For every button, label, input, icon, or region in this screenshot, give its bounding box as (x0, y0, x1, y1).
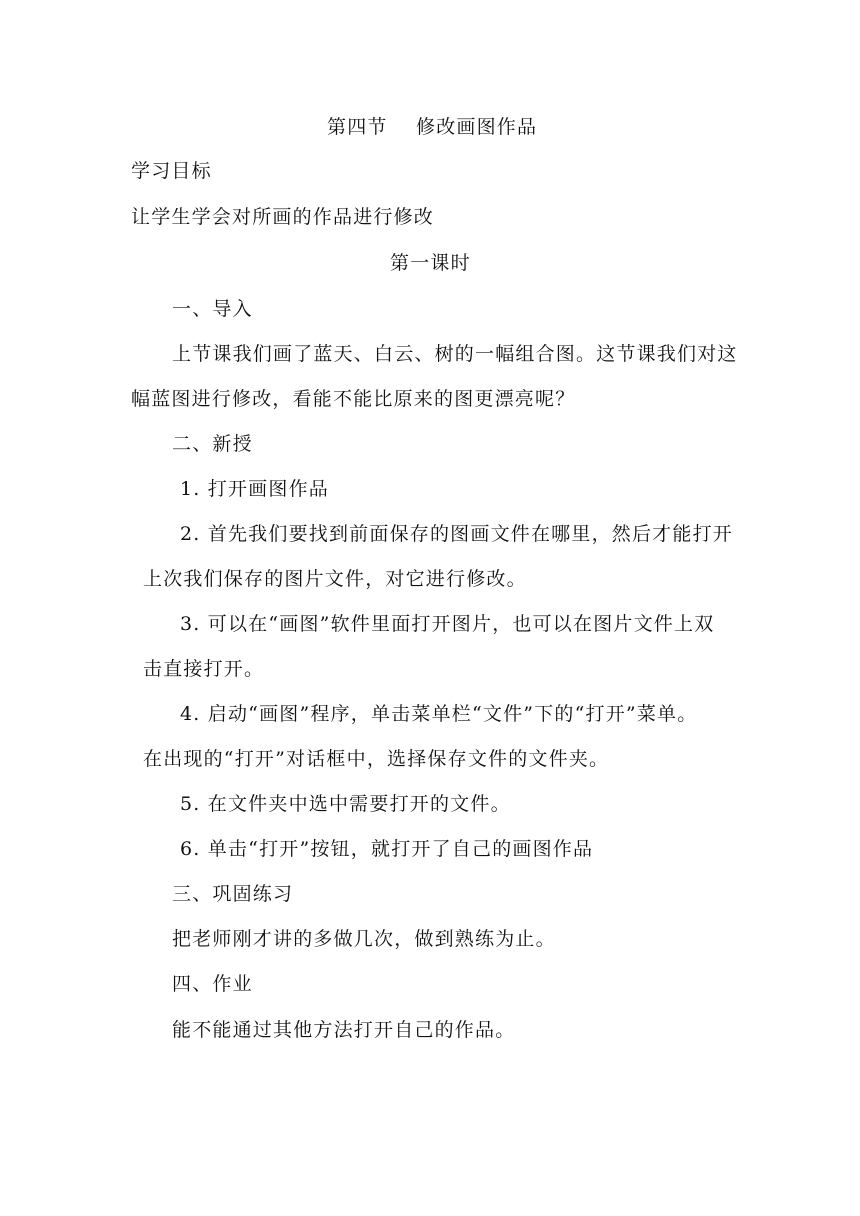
part4-text: 能不能通过其他方法打开自己的作品。 (172, 1019, 516, 1041)
part3-text: 把老师刚才讲的多做几次，做到熟练为止。 (172, 928, 556, 950)
step-4-line1: 4. 启动“画图”程序，单击菜单栏“文件”下的“打开”菜单。 (180, 703, 698, 725)
step-2-line2: 上次我们保存的图片文件，对它进行修改。 (143, 568, 527, 590)
step-6: 6. 单击“打开”按钮，就打开了自己的画图作品 (180, 838, 594, 860)
step-1: 1. 打开画图作品 (180, 478, 329, 500)
lesson-heading: 第一课时 (390, 252, 471, 274)
title-text: 修改画图作品 (416, 116, 538, 138)
part1-heading: 一、导入 (172, 298, 253, 320)
step-3-line1: 3. 可以在“画图”软件里面打开图片，也可以在图片文件上双 (180, 613, 715, 635)
part1-paragraph-line2: 幅蓝图进行修改，看能不能比原来的图更漂亮呢？ (131, 388, 576, 410)
step-2-line1: 2. 首先我们要找到前面保存的图画文件在哪里，然后才能打开 (180, 523, 733, 545)
part1-paragraph-line1: 上节课我们画了蓝天、白云、树的一幅组合图。这节课我们对这 (172, 343, 738, 365)
part4-heading: 四、作业 (172, 973, 253, 995)
part3-heading: 三、巩固练习 (172, 883, 294, 905)
step-4-line2: 在出现的“打开”对话框中，选择保存文件的文件夹。 (143, 748, 610, 770)
step-5: 5. 在文件夹中选中需要打开的文件。 (180, 793, 511, 815)
objectives-text: 让学生学会对所画的作品进行修改 (131, 206, 435, 228)
objectives-heading: 学习目标 (131, 160, 212, 182)
step-3-line2: 击直接打开。 (143, 658, 265, 680)
part2-heading: 二、新授 (172, 433, 253, 455)
title-section-number: 第四节 (327, 116, 388, 138)
